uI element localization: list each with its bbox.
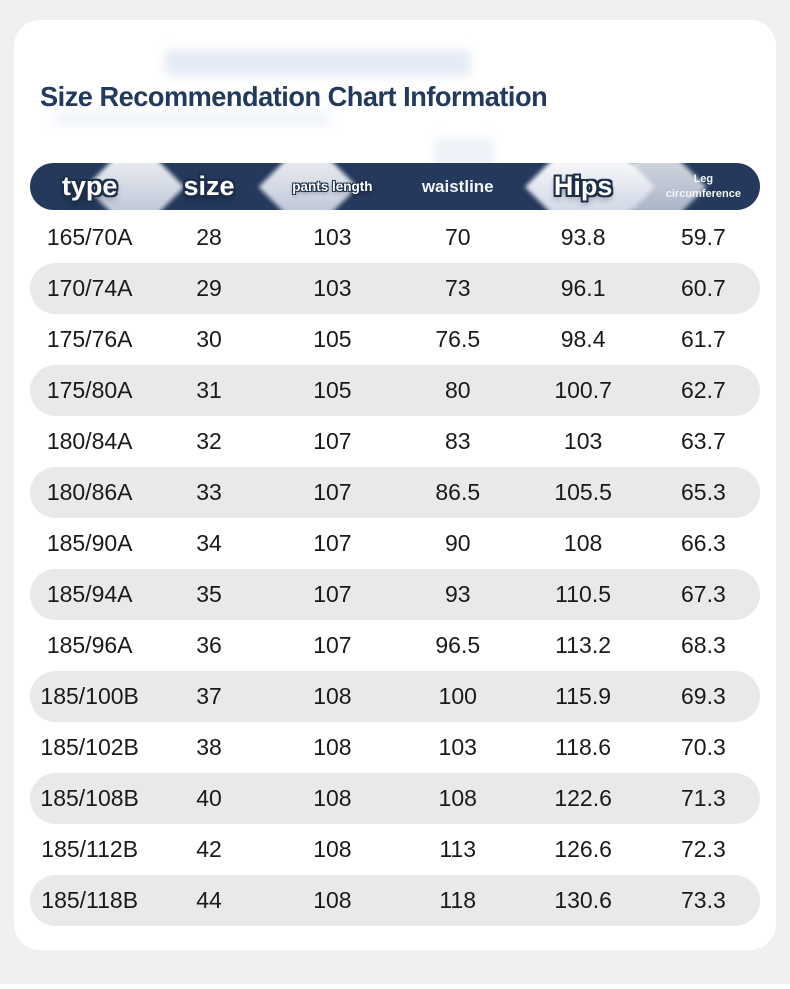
table-cell: 59.7	[680, 224, 726, 250]
table-row	[30, 773, 760, 824]
table-cell: 180/86A	[46, 479, 133, 505]
table-row	[30, 263, 760, 314]
table-cell: 108	[313, 887, 352, 913]
table-cell: 103	[313, 275, 352, 301]
table-cell: 108	[313, 836, 352, 862]
table-row	[30, 518, 760, 569]
table-cell: 113.2	[555, 632, 612, 658]
table-row	[30, 620, 760, 671]
table-cell: 130.6	[554, 887, 612, 913]
table-cell: 185/100B	[40, 683, 139, 709]
table-cell: 107	[313, 428, 352, 454]
size-chart-card	[14, 20, 776, 950]
table-cell: 70	[444, 224, 471, 250]
table-cell: 108	[313, 785, 352, 811]
table-cell: 65.3	[680, 479, 726, 505]
table-row	[30, 212, 760, 263]
table-cell: 38	[196, 734, 222, 760]
table-cell: 108	[563, 530, 603, 556]
size-table	[30, 163, 760, 926]
table-cell: 105.5	[554, 479, 612, 505]
table-cell: 100.7	[554, 377, 612, 403]
table-cell: 98.4	[560, 326, 606, 352]
table-cell: 70.3	[680, 734, 726, 760]
table-cell: 73	[444, 275, 471, 301]
table-cell: 96.1	[560, 275, 606, 301]
table-cell: 103	[563, 428, 603, 454]
watermark-artifact	[165, 50, 470, 76]
table-cell: 185/102B	[40, 734, 139, 760]
table-cell: 31	[196, 377, 222, 403]
table-cell: 62.7	[680, 377, 726, 403]
table-cell: 29	[196, 275, 222, 301]
table-cell: 100	[438, 683, 477, 709]
table-cell: 185/90A	[46, 530, 133, 556]
table-cell: 113	[439, 836, 477, 862]
table-cell: 108	[313, 683, 352, 709]
table-row	[30, 824, 760, 875]
table-cell: 107	[313, 581, 352, 607]
table-cell: 122.6	[554, 785, 612, 811]
table-cell: 73.3	[680, 887, 726, 913]
table-cell: 72.3	[680, 836, 726, 862]
table-cell: 185/118B	[41, 887, 139, 913]
table-cell: 34	[196, 530, 222, 556]
table-cell: 165/70A	[46, 224, 133, 250]
table-cell: 67.3	[680, 581, 726, 607]
table-cell: 170/74A	[46, 275, 133, 301]
table-row	[30, 722, 760, 773]
table-cell: 44	[196, 887, 222, 913]
column-header-size: size	[183, 171, 235, 201]
table-cell: 66.3	[680, 530, 726, 556]
page-title: Size Recommendation Chart Information	[40, 81, 548, 112]
table-rows	[30, 212, 760, 926]
table-cell: 107	[313, 530, 352, 556]
table-cell: 76.5	[435, 326, 481, 352]
table-cell: 93.8	[560, 224, 606, 250]
table-cell: 40	[196, 785, 222, 811]
table-row	[30, 365, 760, 416]
table-cell: 185/112B	[41, 836, 139, 862]
table-cell: 103	[313, 224, 352, 250]
table-cell: 105	[313, 377, 352, 403]
table-cell: 28	[196, 224, 222, 250]
table-cell: 68.3	[680, 632, 726, 658]
table-cell: 115.9	[555, 683, 612, 709]
table-cell: 175/80A	[46, 377, 133, 403]
column-header-type: type	[61, 171, 118, 201]
table-row	[30, 671, 760, 722]
table-cell: 33	[196, 479, 222, 505]
table-cell: 35	[196, 581, 222, 607]
table-cell: 118.6	[555, 734, 612, 760]
table-cell: 108	[438, 785, 477, 811]
table-cell: 110.5	[555, 581, 612, 607]
column-header-leg-circumference: Leg circumference	[665, 173, 741, 200]
table-cell: 105	[313, 326, 352, 352]
table-cell: 42	[196, 836, 222, 862]
column-header-pants-length: pants length	[292, 179, 373, 194]
table-row	[30, 467, 760, 518]
table-cell: 32	[196, 428, 222, 454]
table-cell: 185/96A	[46, 632, 133, 658]
table-cell: 93	[444, 581, 471, 607]
table-header-row	[30, 163, 760, 210]
table-cell: 185/108B	[40, 785, 139, 811]
table-cell: 36	[196, 632, 222, 658]
table-cell: 107	[313, 479, 352, 505]
table-cell: 37	[196, 683, 222, 709]
table-cell: 185/94A	[46, 581, 133, 607]
table-cell: 107	[313, 632, 352, 658]
table-cell: 63.7	[680, 428, 726, 454]
table-row	[30, 875, 760, 926]
table-cell: 126.6	[554, 836, 612, 862]
table-row	[30, 416, 760, 467]
table-cell: 90	[444, 530, 471, 556]
table-cell: 83	[444, 428, 471, 454]
table-cell: 96.5	[435, 632, 481, 658]
table-cell: 71.3	[680, 785, 726, 811]
table-row	[30, 314, 760, 365]
column-header-waistline: waistline	[421, 176, 494, 196]
table-cell: 103	[438, 734, 477, 760]
table-cell: 80	[444, 377, 471, 403]
bottom-strip	[0, 984, 790, 989]
table-cell: 180/84A	[46, 428, 133, 454]
table-row	[30, 569, 760, 620]
table-cell: 69.3	[680, 683, 726, 709]
table-cell: 108	[313, 734, 352, 760]
table-cell: 175/76A	[46, 326, 133, 352]
table-cell: 61.7	[680, 326, 726, 352]
table-cell: 118	[439, 887, 477, 913]
table-cell: 60.7	[680, 275, 726, 301]
table-cell: 86.5	[435, 479, 481, 505]
table-cell: 30	[196, 326, 222, 352]
column-header-hips: Hips	[553, 171, 613, 201]
